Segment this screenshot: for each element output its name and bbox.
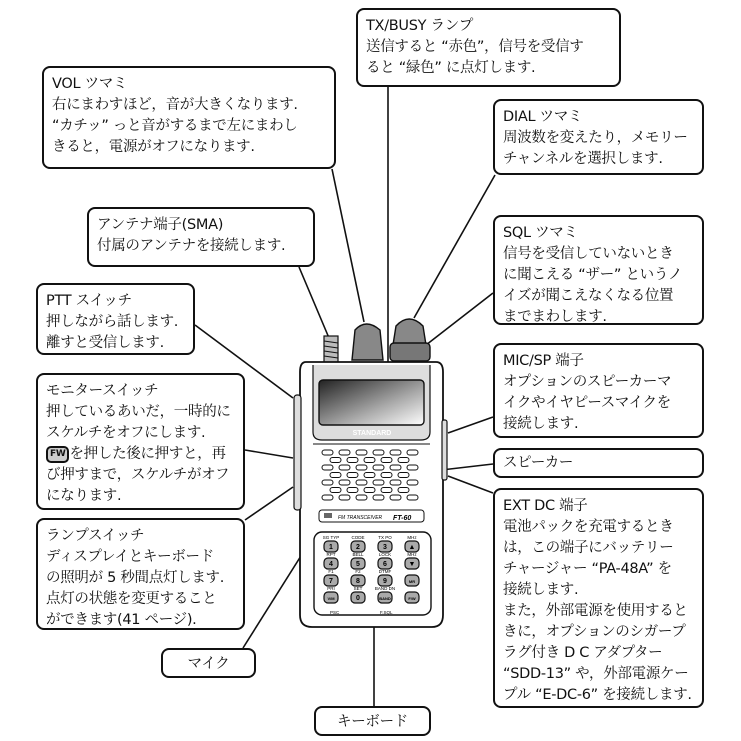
antenna-connector [324, 336, 338, 364]
callout-text: 送信すると “赤色”，信号を受信す [366, 39, 584, 55]
key-label: V/M [327, 596, 335, 601]
callout-speaker [493, 448, 704, 478]
callout-text: スケルチをオフにします. [46, 425, 206, 441]
callout-monitor [36, 373, 245, 510]
callout-title: モニタースイッチ [46, 383, 159, 399]
callout-ptt [36, 283, 195, 355]
key-top-label: F2 [355, 569, 361, 574]
key-label: 1 [329, 544, 333, 551]
callout-text: 点灯の状態を変更すること [46, 591, 217, 607]
callout-vol [42, 66, 336, 169]
callout-text: チャンネルを選択します. [503, 151, 663, 167]
callout-title: PTT スイッチ [46, 293, 132, 309]
callout-text [46, 444, 235, 465]
key-sub-label: PSC [330, 610, 340, 615]
callout-title: MIC/SP 端子 [503, 353, 584, 369]
key-label: 3 [383, 544, 387, 551]
callout-antenna [87, 207, 315, 267]
callout-dial [493, 99, 704, 175]
callout-mic-sp [493, 343, 704, 438]
callout-title: アンテナ端子(SMA) [97, 217, 224, 233]
key-top-label: BELL [352, 552, 364, 557]
callout-text: また，外部電源を使用すると [503, 603, 688, 619]
callout-text: ると “緑色” に点灯します. [366, 60, 536, 76]
key-label: BAND [379, 596, 391, 601]
callout-text: プル “E-DC-6” を接続します. [503, 687, 692, 703]
callout-title: スピーカー [503, 455, 574, 471]
callout-title: TX/BUSY ランプ [366, 18, 474, 34]
lamp-switch [324, 513, 332, 518]
key-label: 0 [356, 595, 360, 602]
callout-text: きると，電源がオフになります. [52, 139, 255, 155]
key-top-label: DTMF [378, 569, 392, 574]
callout-text: は，この端子にバッテリー [503, 540, 674, 556]
model-label: FM TRANSCEIVER [338, 515, 383, 521]
callout-ext-dc [493, 488, 704, 708]
callout-text: 周波数を変えたり，メモリー [503, 130, 688, 146]
model-name: FT-60 [393, 515, 412, 522]
key-top-label: RPT [326, 552, 336, 557]
callout-text: 押しているあいだ，一時的に [46, 404, 231, 420]
antenna-leader [299, 267, 329, 338]
key-label: 5 [356, 561, 360, 568]
callout-text: ディスプレイとキーボード [46, 549, 214, 565]
sql-leader [426, 293, 493, 345]
callout-title: キーボード [337, 714, 408, 730]
callout-mic [161, 648, 256, 678]
vol-knob [352, 324, 383, 360]
callout-text: を押した後に押すと，再 [69, 446, 226, 462]
key-label: ▲ [408, 544, 416, 551]
key-top-label: BAND DN [374, 586, 396, 591]
side-jack [442, 420, 447, 480]
callout-text: の照明が 5 秒間点灯します. [46, 570, 225, 586]
callout-title: SQL ツマミ [503, 225, 578, 241]
key-top-label: PRI [327, 586, 335, 591]
key-top-label: LOCK [378, 552, 392, 557]
monitor-leader [245, 450, 293, 458]
callout-text: に聞こえる “ザー” というノ [503, 267, 683, 283]
key-top-label: TX PO [378, 535, 392, 540]
key-label: 9 [383, 578, 387, 585]
callout-text: ができます(41 ページ). [46, 612, 197, 628]
key-label: 7 [329, 578, 333, 585]
callout-title: マイク [187, 656, 230, 672]
ext-dc-leader [448, 476, 493, 493]
mic-sp-leader [448, 417, 493, 433]
callout-text: チャージャー “PA-48A” を [503, 561, 672, 577]
vol-leader [332, 169, 364, 322]
callout-text: までまわします. [503, 309, 607, 325]
key-label: 6 [383, 561, 387, 568]
key-top-label: MHz [407, 552, 417, 557]
callout-keyboard [314, 706, 431, 736]
callout-text: きに，オプションのシガープ [503, 624, 686, 640]
callout-title: EXT DC 端子 [503, 498, 588, 514]
callout-text: 離すと受信します. [46, 335, 164, 351]
callout-text: “カチッ” っと音がするまで左にまわし [52, 118, 298, 134]
callout-text: イズが聞こえなくなる位置 [503, 288, 674, 304]
dial-knob-base [390, 343, 430, 361]
callout-title: DIAL ツマミ [503, 109, 583, 125]
key-top-label: CODE [351, 535, 365, 540]
callout-text: び押すまで，スケルチがオフ [46, 467, 230, 483]
key-label: 4 [329, 561, 333, 568]
key-label: MR [408, 579, 416, 584]
callout-text: 右にまわすほど，音が大きくなります. [52, 97, 298, 113]
callout-title: VOL ツマミ [52, 76, 128, 92]
callout-text: になります. [46, 488, 122, 504]
lamp-leader [245, 487, 293, 520]
callout-text: 信号を受信していないとき [503, 246, 674, 262]
fw-key-icon: FW [46, 446, 69, 463]
callout-text: 電池パックを充電するとき [503, 519, 674, 535]
callout-text: 接続します. [503, 582, 579, 598]
dial-knob [393, 319, 426, 345]
dial-leader [414, 175, 495, 318]
key-sub-label: F.SQL [380, 610, 393, 615]
display [319, 380, 424, 425]
side-switch [294, 395, 301, 510]
callout-text: イクやイヤピースマイクを [503, 395, 671, 411]
callout-sql [493, 215, 704, 325]
key-top-label: F1 [328, 569, 334, 574]
callout-text: 押しながら話します. [46, 314, 179, 330]
key-top-label: MHz [407, 535, 417, 540]
callout-text: 付属のアンテナを接続します. [97, 238, 286, 254]
callout-text: オプションのスピーカーマ [503, 374, 672, 390]
key-label: ▼ [408, 561, 416, 568]
callout-title: ランプスイッチ [46, 528, 145, 544]
callout-text: “SDD-13” や，外部電源ケー [503, 666, 689, 682]
callout-tx-busy [356, 8, 621, 87]
callout-text: 接続します. [503, 416, 579, 432]
callout-text: ラグ付き D C アダプター [503, 645, 663, 661]
key-label: 8 [356, 578, 360, 585]
key-top-label: SET [353, 586, 363, 591]
brand-logo: STANDARD [352, 430, 392, 437]
key-label: F/W [408, 596, 416, 601]
key-top-label: SG TYP [322, 535, 340, 540]
callout-lamp [36, 518, 245, 630]
key-label: 2 [356, 544, 360, 551]
